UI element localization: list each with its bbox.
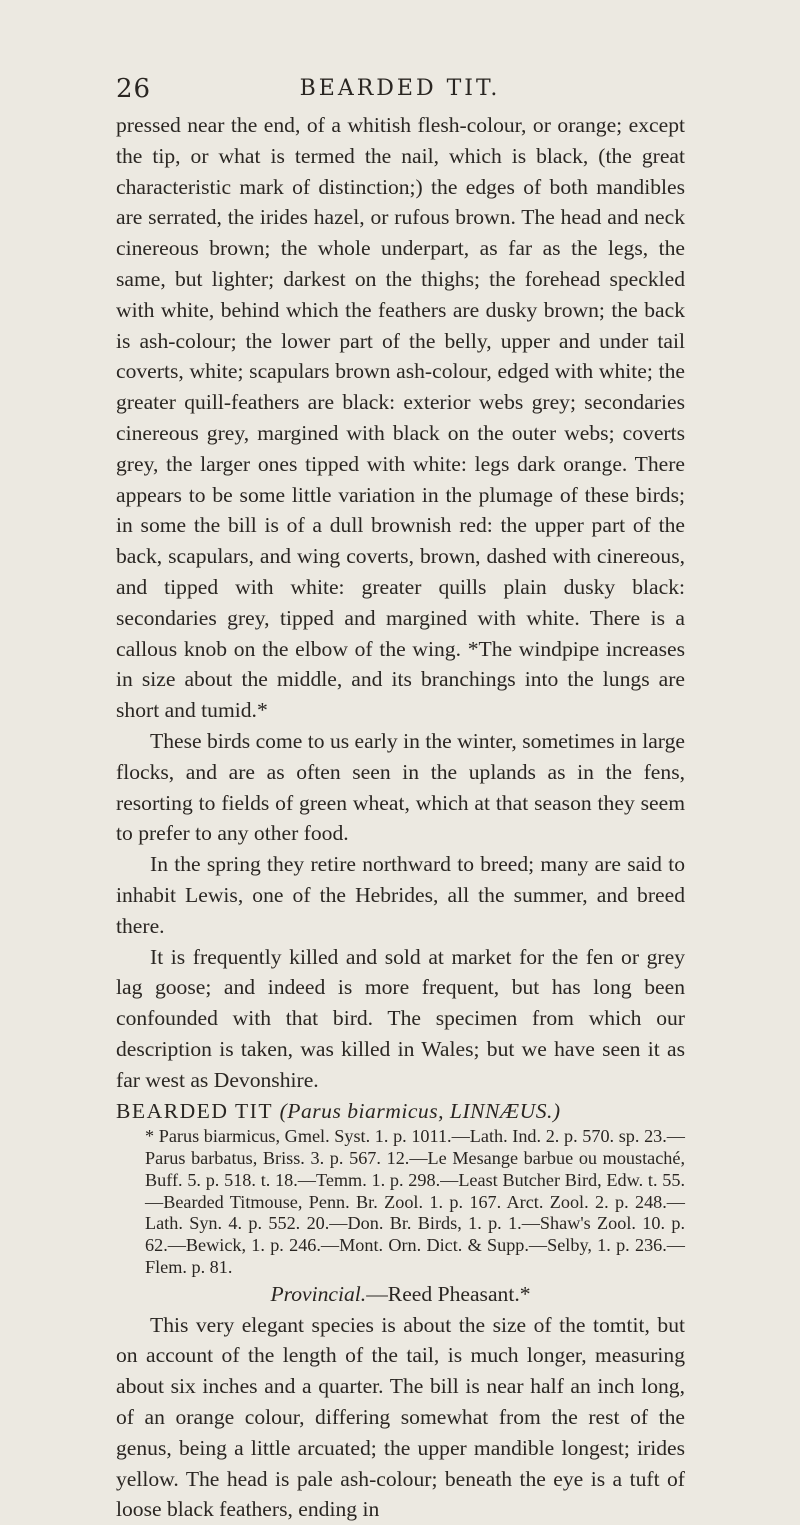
- paragraph-description: pressed near the end, of a whitish flesh-colour, or orange; except the tip, or what is termed the nail, which is black, (the great characteristic mark of distinction;) the edges of both mandibles are serrated, the irides hazel, or rufous brown. The head and neck cinereous brown; the whole underpart, as far as the legs, the same, but lighter; darkest on the thighs; the forehead speckled with white, behind which the feathers are dusky brown; the back is ash-colour; the lower part of the belly, upper and under tail coverts, white; scapulars brown ash-colour, edged with white; the greater quill-feathers are black: exterior webs grey; secondaries cinereous grey, margined with black on the outer webs; coverts grey, the larger ones tipped with white: legs dark orange. There appears to be some little variation in the plumage of these birds; in some the bill is of a dull brownish red: the upper part of the back, scapulars, and wing coverts, brown, dashed with cinereous, and tipped with white: greater quills plain dusky black: secondaries grey, tipped and margined with white. There is a callous knob on the elbow of the wing. *The windpipe increases in size about the middle, and its branchings into the lungs are short and tumid.*: [116, 113, 685, 723]
- page-header: [116, 74, 684, 108]
- paragraph-market: It is frequently killed and sold at market for the fen or grey lag goose; and indeed is more frequent, but has long been confounded with that bird. The specimen from which our description is taken, was killed in Wales; but we have seen it as far west as Devonshire.: [116, 944, 685, 1092]
- paragraph-spring: In the spring they retire northward to breed; many are said to inhabit Lewis, one of the Hebrides, all the summer, and breed there.: [116, 852, 685, 938]
- body-text: [116, 110, 685, 1525]
- species-heading: [116, 1096, 685, 1127]
- paragraph-species-description: This very elegant species is about the size of the tomtit, but on account of the length of the tail, is much longer, measuring about six inches and a quarter. The bill is near half an inch long, of an orange colour, differing somewhat from the rest of the genus, being a little arcuated; the upper mandible longest; irides yellow. The head is pale ash-colour; beneath the eye is a tuft of loose black feathers, ending in: [116, 1312, 685, 1522]
- paragraph-winter: These birds come to us early in the winter, sometimes in large flocks, and are as often seen in the uplands as in the fens, resorting to fields of green wheat, which at that season they seem to prefer to any other food.: [116, 728, 685, 846]
- provincial-text: —Reed Pheasant.*: [366, 1281, 531, 1306]
- page-number: 26: [116, 74, 152, 104]
- running-title: BEARDED TIT.: [299, 76, 501, 101]
- synonymy-footnote: * Parus biarmicus, Gmel. Syst. 1. p. 1011.—Lath. Ind. 2. p. 570. sp. 23.—Parus barbatus, Briss. 3. p. 567. 12.—Le Mesange barbue ou moustaché, Buff. 5. p. 518. t. 18.—Temm. 1. p. 298.—Least Butcher Bird, Edw. t. 55.—Bearded Titmouse, Penn. Br. Zool. 1. p. 167. Arct. Zool. 2. p. 248.—Lath. Syn. 4. p. 552. 20.—Don. Br. Birds, 1. p. 1.—Shaw's Zool. 10. p. 62.—Bewick, 1. p. 246.—Mont. Orn. Dict. & Supp.—Selby, 1. p. 236.—Flem. p. 81.: [145, 1126, 685, 1278]
- provincial-label: Provincial.: [270, 1281, 367, 1306]
- species-common-name: BEARDED TIT: [116, 1098, 273, 1123]
- species-latin-name: (Parus biarmicus, LINNÆUS.): [279, 1098, 561, 1123]
- provincial-name: [116, 1279, 685, 1310]
